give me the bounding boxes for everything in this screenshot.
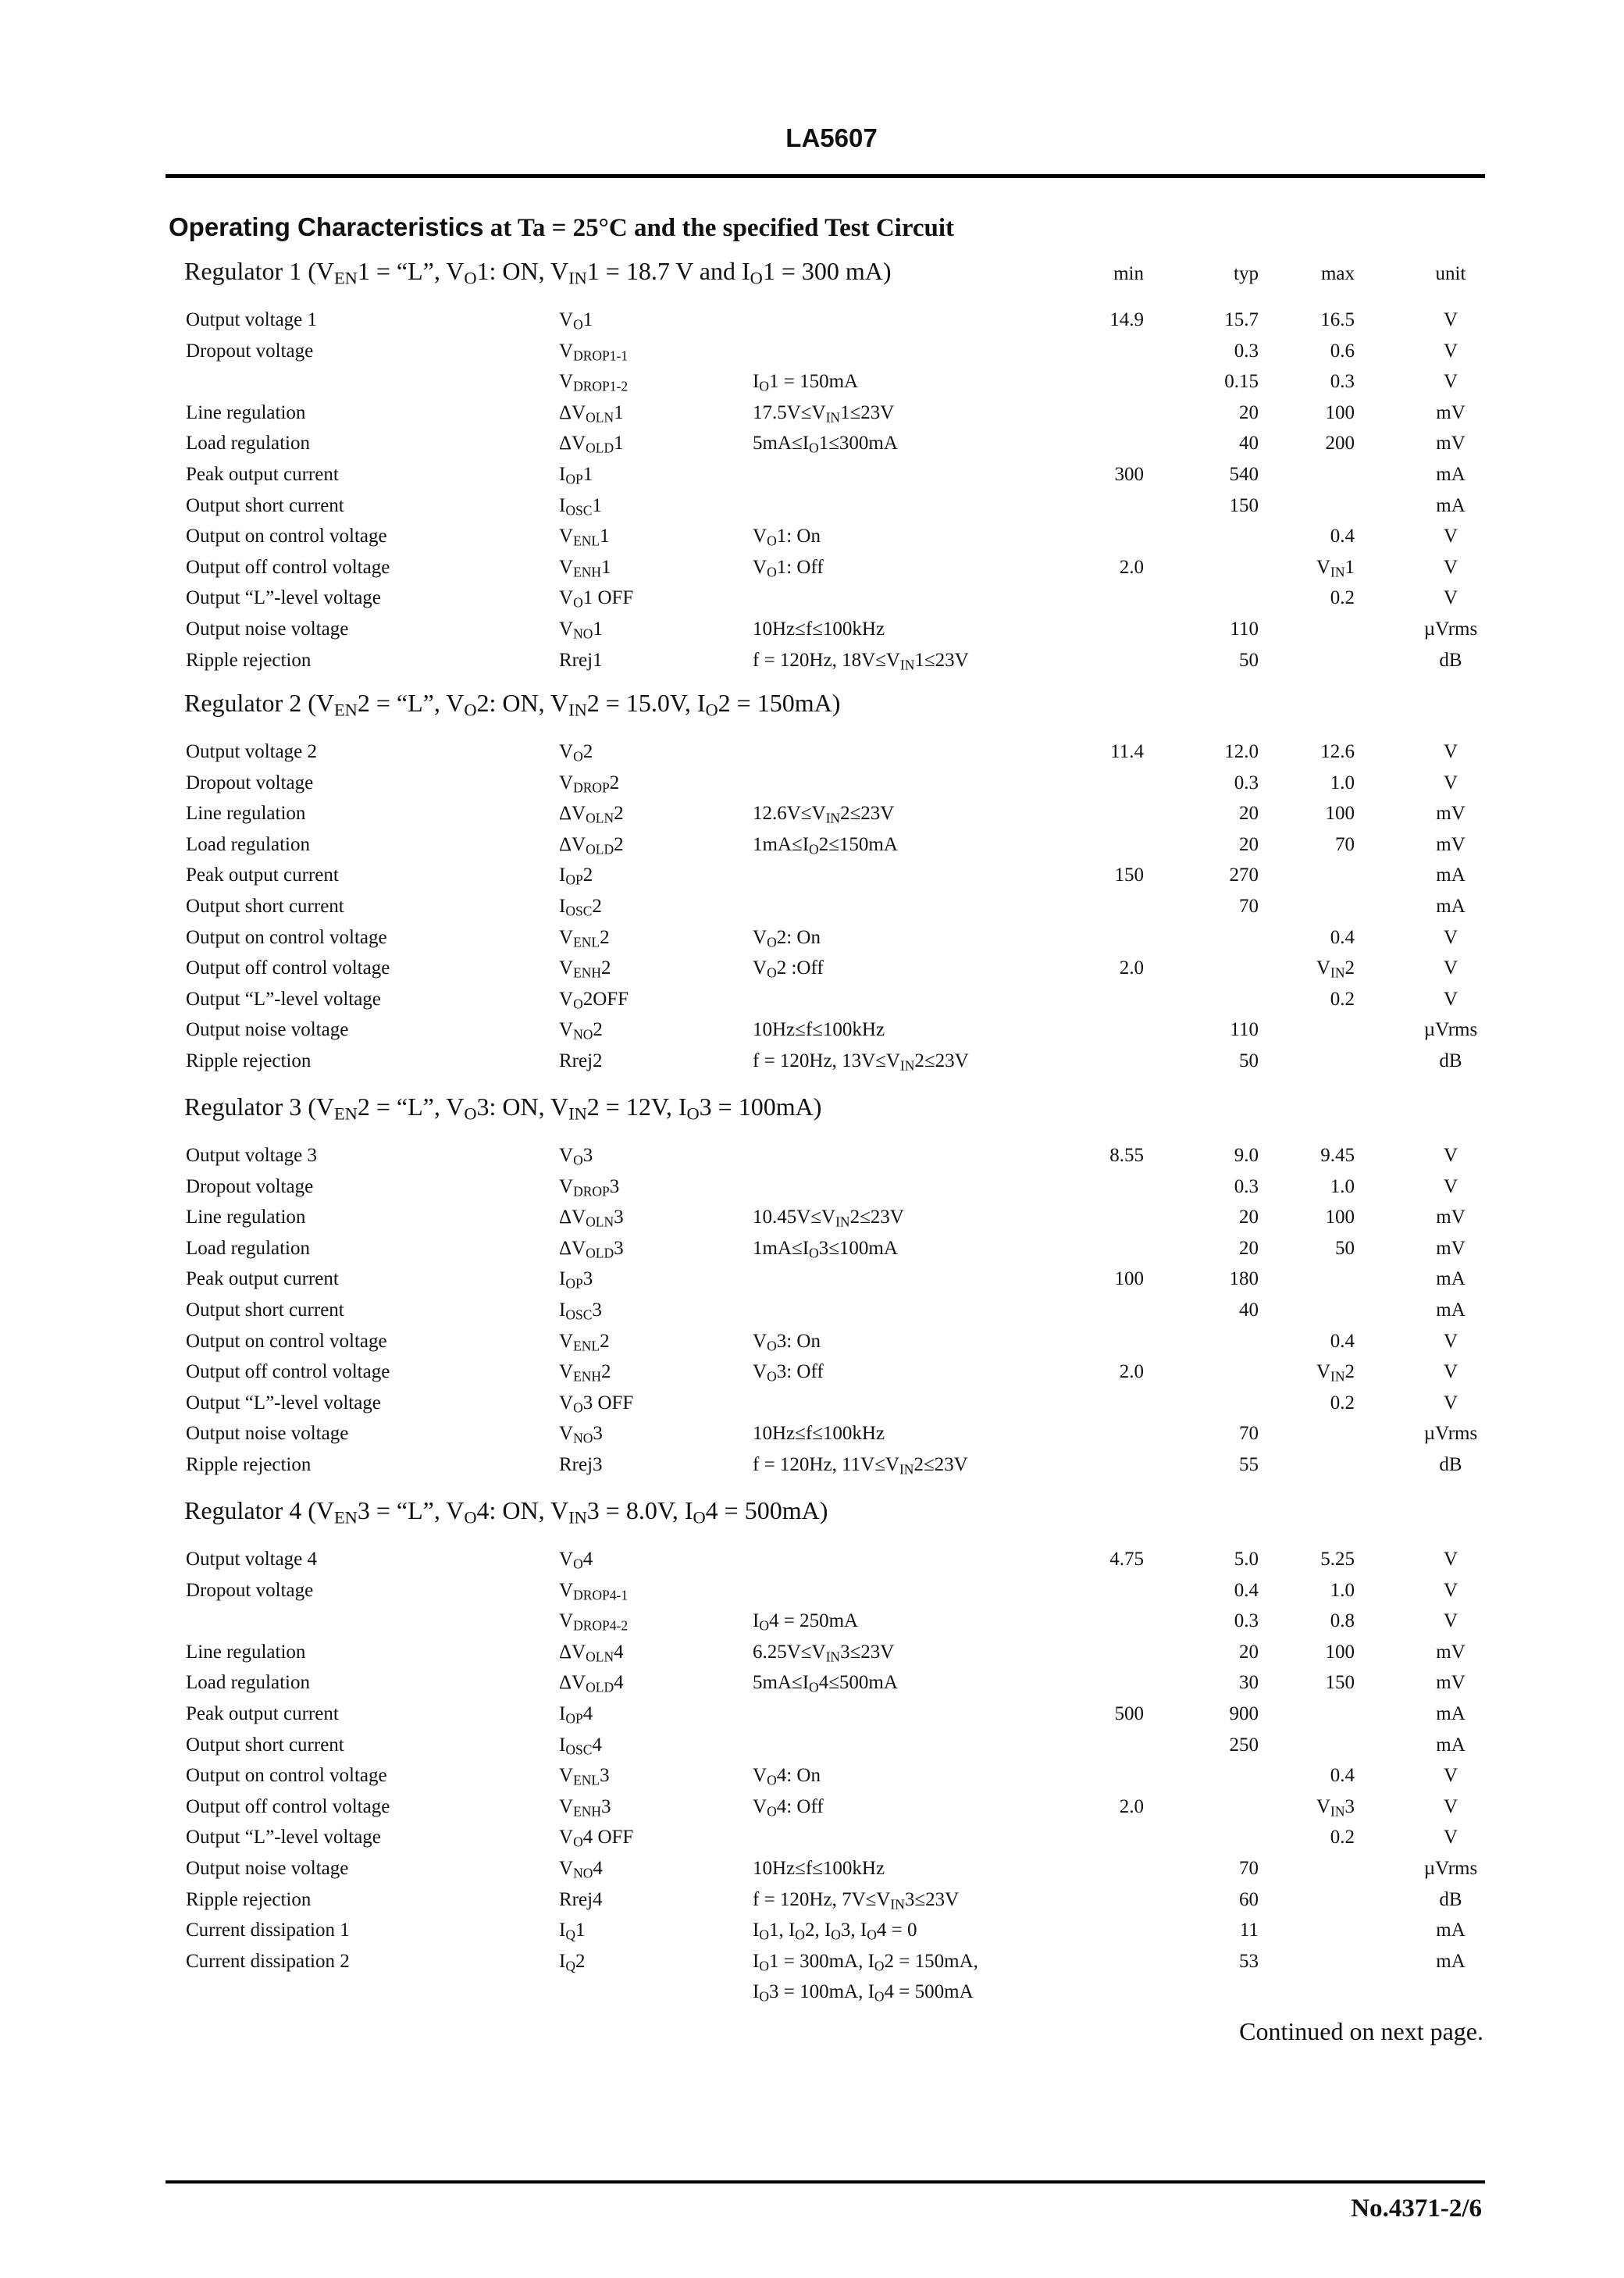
- param-name: Output “L”-level voltage: [186, 1827, 381, 1848]
- value-unit: V: [1443, 772, 1458, 793]
- column-header-unit: unit: [1435, 263, 1466, 284]
- param-symbol: $V_O1$ OFF: [559, 587, 634, 611]
- param-symbol: $V_O4$ OFF: [559, 1827, 634, 1850]
- test-condition: $17.5V\le V_{IN}1\le 23V$: [753, 401, 895, 426]
- param-name: Ripple rejection: [186, 649, 312, 671]
- param-symbol: $I_{OSC}3$: [559, 1299, 602, 1323]
- value-unit: V: [1443, 556, 1458, 578]
- param-symbol: $V_{ENL}1$: [559, 526, 610, 549]
- param-symbol: $\Delta V_{OLN}3$: [559, 1207, 624, 1230]
- test-condition: $I_O3 = 100mA$, $I_O4 = 500mA$: [753, 1981, 974, 2005]
- param-symbol: Rrej3: [559, 1454, 603, 1475]
- value-min: 2.0: [1119, 556, 1144, 578]
- test-condition: $V_O4$: Off: [753, 1795, 824, 1820]
- value-typ: 70: [1239, 896, 1259, 917]
- section-title: Regulator 4 ($V_{EN}3$ = “L”, $V_O4$: ON, $V_{IN}3 = 8.0V$, $I_O4 = 500mA$): [184, 1496, 828, 1528]
- value-unit: µVrms: [1423, 1858, 1478, 1879]
- value-unit: µVrms: [1423, 1423, 1478, 1445]
- value-unit: V: [1443, 1579, 1458, 1601]
- param-name: Peak output current: [186, 1268, 339, 1290]
- value-typ: 20: [1239, 401, 1259, 423]
- value-unit: mA: [1436, 1950, 1466, 1972]
- param-symbol: $I_{OP}3$: [559, 1268, 593, 1292]
- value-min: 2.0: [1119, 1361, 1144, 1383]
- value-typ: 110: [1230, 619, 1259, 640]
- param-symbol: $V_O2$: [559, 741, 593, 765]
- param-name: Current dissipation 1: [186, 1920, 350, 1941]
- value-typ: 15.7: [1224, 309, 1259, 330]
- value-min: 14.9: [1109, 309, 1144, 330]
- param-symbol: $V_{ENL}2$: [559, 1330, 610, 1353]
- value-unit: mV: [1436, 1641, 1466, 1663]
- value-min: 2.0: [1119, 1795, 1144, 1817]
- param-name: Output short current: [186, 1299, 344, 1321]
- value-typ: 12.0: [1224, 741, 1259, 762]
- value-unit: V: [1443, 988, 1458, 1010]
- param-name: Output short current: [186, 494, 344, 516]
- value-min: 500: [1114, 1703, 1144, 1724]
- param-name: Output on control voltage: [186, 926, 387, 948]
- value-unit: mV: [1436, 803, 1466, 825]
- param-symbol: $V_O2OFF$: [559, 988, 629, 1012]
- section-title: Regulator 1 ($V_{EN}1$ = “L”, $V_O1$: ON, $V_{IN}1 = 18.7$ V and $I_O1 = 300$ mA): [184, 257, 892, 288]
- part-number: LA5607: [785, 123, 878, 152]
- value-min: 150: [1114, 864, 1144, 886]
- value-max: 70: [1335, 833, 1355, 855]
- value-unit: V: [1443, 526, 1458, 547]
- value-unit: V: [1443, 1827, 1458, 1848]
- param-symbol: $V_{ENH}1$: [559, 556, 611, 580]
- value-max: 200: [1325, 433, 1355, 455]
- test-condition: f = 120Hz, $18V\le V_{IN}1\le 23V$: [753, 649, 969, 672]
- value-max: 1.0: [1330, 1579, 1355, 1601]
- value-typ: 70: [1239, 1423, 1259, 1445]
- test-condition: $6.25V\le V_{IN}3\le 23V$: [753, 1641, 895, 1665]
- param-symbol: $V_{ENL}3$: [559, 1765, 610, 1788]
- value-max: 0.3: [1330, 371, 1355, 393]
- param-name: Ripple rejection: [186, 1050, 312, 1071]
- param-symbol: $I_Q1$: [559, 1920, 586, 1943]
- param-name: Line regulation: [186, 1641, 306, 1663]
- param-name: Output noise voltage: [186, 1858, 349, 1879]
- test-condition: $5mA\le I_O4\le 500mA$: [753, 1672, 898, 1695]
- param-name: Output voltage 1: [186, 309, 318, 330]
- value-typ: 0.4: [1234, 1579, 1259, 1601]
- value-min: 8.55: [1109, 1145, 1144, 1166]
- value-typ: 900: [1229, 1703, 1259, 1724]
- column-header-max: max: [1320, 263, 1355, 284]
- param-name: Output on control voltage: [186, 1765, 387, 1787]
- param-name: Output off control voltage: [186, 1361, 390, 1383]
- param-name: Output noise voltage: [186, 619, 349, 640]
- value-unit: V: [1443, 1330, 1458, 1352]
- param-symbol: $I_{OP}4$: [559, 1703, 593, 1727]
- column-header-min: min: [1113, 263, 1144, 284]
- value-typ: 0.15: [1224, 371, 1259, 393]
- param-symbol: $V_{ENH}3$: [559, 1795, 611, 1820]
- value-typ: 50: [1239, 1050, 1259, 1071]
- param-symbol: $V_O1$: [559, 309, 593, 333]
- value-max: 9.45: [1320, 1145, 1355, 1166]
- value-unit: V: [1443, 1795, 1458, 1817]
- param-symbol: $I_{OP}1$: [559, 464, 593, 487]
- test-condition: $I_O1 = 150mA$: [753, 371, 859, 394]
- param-symbol: $V_{DROP1-2}$: [559, 371, 629, 394]
- param-name: Output “L”-level voltage: [186, 988, 381, 1010]
- param-symbol: $I_Q2$: [559, 1950, 586, 1974]
- value-max: 1.0: [1330, 772, 1355, 793]
- test-condition: $V_O2$ :Off: [753, 957, 824, 981]
- param-symbol: $\Delta V_{OLN}2$: [559, 803, 624, 826]
- value-unit: mV: [1436, 1672, 1466, 1694]
- test-condition: f = 120Hz, $11V\le V_{IN}2\le 23V$: [753, 1454, 968, 1478]
- value-typ: 20: [1239, 803, 1259, 825]
- value-typ: 0.3: [1234, 340, 1259, 362]
- param-name: Peak output current: [186, 1703, 339, 1724]
- value-unit: V: [1443, 1392, 1458, 1414]
- test-condition: $10.45V\le V_{IN}2\le 23V$: [753, 1207, 904, 1230]
- param-symbol: $I_{OSC}4$: [559, 1734, 602, 1757]
- test-condition: $5mA\le I_O1\le 300mA$: [753, 433, 898, 456]
- value-typ: 40: [1239, 433, 1259, 455]
- test-condition: 10Hz≤f≤100kHz: [753, 619, 885, 640]
- value-typ: 110: [1230, 1019, 1259, 1041]
- param-symbol: $V_{NO}3$: [559, 1423, 603, 1446]
- param-name: Ripple rejection: [186, 1888, 312, 1910]
- param-name: Dropout voltage: [186, 340, 314, 362]
- param-symbol: $V_{DROP4-2}$: [559, 1610, 629, 1634]
- param-name: Output short current: [186, 896, 344, 917]
- value-typ: 20: [1239, 1237, 1259, 1259]
- param-symbol: Rrej2: [559, 1050, 603, 1071]
- value-unit: V: [1443, 1361, 1458, 1383]
- value-unit: mV: [1436, 401, 1466, 423]
- param-name: Output voltage 3: [186, 1145, 318, 1166]
- value-unit: mA: [1436, 1734, 1466, 1756]
- value-unit: V: [1443, 1549, 1458, 1570]
- param-symbol: $V_{DROP1-1}$: [559, 340, 629, 363]
- test-condition: $12.6V\le V_{IN}2\le 23V$: [753, 803, 895, 826]
- value-unit: V: [1443, 1610, 1458, 1632]
- param-name: Output voltage 4: [186, 1549, 318, 1570]
- param-name: Line regulation: [186, 401, 306, 423]
- value-max: 0.4: [1330, 526, 1355, 547]
- test-condition: $I_O4 = 250mA$: [753, 1610, 859, 1634]
- test-condition: 10Hz≤f≤100kHz: [753, 1423, 885, 1445]
- param-name: Output short current: [186, 1734, 344, 1756]
- value-unit: V: [1443, 1175, 1458, 1197]
- value-max: 100: [1325, 803, 1355, 825]
- value-max: 100: [1325, 1641, 1355, 1663]
- value-typ: 250: [1229, 1734, 1259, 1756]
- value-unit: µVrms: [1423, 619, 1478, 640]
- param-name: Dropout voltage: [186, 1175, 314, 1197]
- value-max: 0.6: [1330, 340, 1355, 362]
- test-condition: 10Hz≤f≤100kHz: [753, 1019, 885, 1041]
- value-max: 0.4: [1330, 1765, 1355, 1787]
- param-symbol: $V_O3$ OFF: [559, 1392, 634, 1416]
- value-unit: V: [1443, 587, 1458, 609]
- test-condition: $V_O4$: On: [753, 1765, 821, 1788]
- param-symbol: $\Delta V_{OLD}1$: [559, 433, 624, 456]
- value-unit: V: [1443, 957, 1458, 979]
- test-condition: $V_O1$: On: [753, 526, 821, 549]
- value-unit: mA: [1436, 896, 1466, 917]
- test-condition: f = 120Hz, $7V\le V_{IN}3\le 23V$: [753, 1888, 960, 1912]
- param-name: Output off control voltage: [186, 556, 390, 578]
- param-name: Output noise voltage: [186, 1019, 349, 1041]
- value-typ: 53: [1239, 1950, 1259, 1972]
- value-typ: 50: [1239, 649, 1259, 671]
- header-rule: [166, 174, 1485, 178]
- value-unit: mA: [1436, 464, 1466, 485]
- param-symbol: $V_{DROP}3$: [559, 1175, 620, 1199]
- value-max: $V_{IN}2$: [1316, 957, 1355, 981]
- value-typ: 180: [1229, 1268, 1259, 1290]
- value-max: 150: [1325, 1672, 1355, 1694]
- value-typ: 9.0: [1234, 1145, 1259, 1166]
- value-max: $V_{IN}1$: [1316, 556, 1355, 580]
- param-symbol: $I_{OP}2$: [559, 864, 593, 888]
- value-typ: 270: [1229, 864, 1259, 886]
- param-symbol: $V_{NO}2$: [559, 1019, 603, 1043]
- value-max: 0.2: [1330, 587, 1355, 609]
- value-unit: V: [1443, 926, 1458, 948]
- value-max: 5.25: [1320, 1549, 1355, 1570]
- param-symbol: $\Delta V_{OLD}3$: [559, 1237, 624, 1261]
- param-symbol: $I_{OSC}1$: [559, 494, 602, 518]
- value-unit: mA: [1436, 1299, 1466, 1321]
- param-name: Output “L”-level voltage: [186, 1392, 381, 1414]
- value-unit: mA: [1436, 1920, 1466, 1941]
- value-typ: 20: [1239, 1207, 1259, 1228]
- heading-title: Operating Characteristics: [169, 212, 484, 241]
- value-typ: 11: [1239, 1920, 1259, 1941]
- footer-rule: [166, 2180, 1485, 2184]
- value-max: 0.4: [1330, 1330, 1355, 1352]
- value-typ: 0.3: [1234, 772, 1259, 793]
- param-name: Output noise voltage: [186, 1423, 349, 1445]
- value-unit: V: [1443, 1765, 1458, 1787]
- value-min: 100: [1114, 1268, 1144, 1290]
- test-condition: $I_O1 = 300mA$, $I_O2 = 150mA$,: [753, 1950, 978, 1974]
- param-name: Load regulation: [186, 833, 310, 855]
- param-symbol: $V_{NO}1$: [559, 619, 603, 642]
- value-unit: mV: [1436, 433, 1466, 455]
- value-unit: mA: [1436, 1703, 1466, 1724]
- param-name: Current dissipation 2: [186, 1950, 350, 1972]
- page-heading: [169, 212, 954, 243]
- section-title: Regulator 3 ($V_{EN}2$ = “L”, $V_O3$: ON, $V_{IN}2 = 12V$, $I_O3 = 100mA$): [184, 1093, 822, 1124]
- test-condition: $V_O2$: On: [753, 926, 821, 950]
- value-max: $V_{IN}2$: [1316, 1361, 1355, 1385]
- value-max: 50: [1335, 1237, 1355, 1259]
- test-condition: f = 120Hz, $13V\le V_{IN}2\le 23V$: [753, 1050, 969, 1074]
- value-unit: dB: [1439, 1454, 1462, 1475]
- value-max: $V_{IN}3$: [1316, 1795, 1355, 1820]
- value-min: 4.75: [1109, 1549, 1144, 1570]
- value-typ: 60: [1239, 1888, 1259, 1910]
- value-max: 100: [1325, 401, 1355, 423]
- value-typ: 540: [1229, 464, 1259, 485]
- param-symbol: $\Delta V_{OLN}4$: [559, 1641, 624, 1665]
- param-name: Ripple rejection: [186, 1454, 312, 1475]
- value-unit: dB: [1439, 649, 1462, 671]
- param-symbol: $\Delta V_{OLD}4$: [559, 1672, 624, 1695]
- value-typ: 70: [1239, 1858, 1259, 1879]
- param-name: Output on control voltage: [186, 526, 387, 547]
- test-condition: $V_O3$: Off: [753, 1361, 824, 1385]
- param-symbol: $V_{DROP}2$: [559, 772, 620, 795]
- value-max: 100: [1325, 1207, 1355, 1228]
- value-min: 2.0: [1119, 957, 1144, 979]
- test-condition: 10Hz≤f≤100kHz: [753, 1858, 885, 1879]
- value-unit: V: [1443, 741, 1458, 762]
- value-typ: 20: [1239, 833, 1259, 855]
- test-condition: $1mA\le I_O3\le 100mA$: [753, 1237, 898, 1261]
- continued-note: Continued on next page.: [1239, 2017, 1483, 2045]
- test-condition: $V_O3$: On: [753, 1330, 821, 1353]
- param-name: Output off control voltage: [186, 1795, 390, 1817]
- value-unit: µVrms: [1423, 1019, 1478, 1041]
- param-name: Load regulation: [186, 1672, 310, 1694]
- value-unit: mA: [1436, 494, 1466, 516]
- param-symbol: $V_{ENH}2$: [559, 957, 611, 981]
- value-typ: 5.0: [1234, 1549, 1259, 1570]
- value-typ: 0.3: [1234, 1610, 1259, 1632]
- heading-conditions: at Ta = 25°C and the specified Test Circuit: [483, 214, 955, 242]
- value-typ: 0.3: [1234, 1175, 1259, 1197]
- value-unit: dB: [1439, 1888, 1462, 1910]
- value-max: 0.2: [1330, 1392, 1355, 1414]
- section-title: Regulator 2 ($V_{EN}2$ = “L”, $V_O2$: ON, $V_{IN}2 = 15.0V$, $I_O2 = 150mA$): [184, 689, 841, 720]
- page-number: No.4371-2/6: [1351, 2194, 1482, 2223]
- param-name: Load regulation: [186, 433, 310, 455]
- param-symbol: $V_{DROP4-1}$: [559, 1579, 629, 1602]
- value-max: 0.2: [1330, 1827, 1355, 1848]
- param-symbol: $I_{OSC}2$: [559, 896, 602, 919]
- param-symbol: $V_{ENL}2$: [559, 926, 610, 950]
- value-unit: V: [1443, 340, 1458, 362]
- param-symbol: $\Delta V_{OLD}2$: [559, 833, 624, 857]
- value-unit: V: [1443, 309, 1458, 330]
- param-symbol: Rrej1: [559, 649, 603, 671]
- param-name: Output “L”-level voltage: [186, 587, 381, 609]
- test-condition: $V_O1$: Off: [753, 556, 824, 580]
- value-typ: 40: [1239, 1299, 1259, 1321]
- value-max: 0.8: [1330, 1610, 1355, 1632]
- value-typ: 30: [1239, 1672, 1259, 1694]
- value-typ: 150: [1229, 494, 1259, 516]
- param-symbol: Rrej4: [559, 1888, 603, 1910]
- value-unit: dB: [1439, 1050, 1462, 1071]
- value-max: 12.6: [1320, 741, 1355, 762]
- param-name: Dropout voltage: [186, 1579, 314, 1601]
- value-min: 11.4: [1110, 741, 1144, 762]
- value-min: 300: [1114, 464, 1144, 485]
- param-name: Output on control voltage: [186, 1330, 387, 1352]
- test-condition: $1mA\le I_O2\le 150mA$: [753, 833, 898, 857]
- param-symbol: $V_O4$: [559, 1549, 593, 1572]
- value-typ: 55: [1239, 1454, 1259, 1475]
- param-name: Peak output current: [186, 464, 339, 485]
- param-symbol: $V_O3$: [559, 1145, 593, 1168]
- value-max: 16.5: [1320, 309, 1355, 330]
- value-max: 0.2: [1330, 988, 1355, 1010]
- value-unit: mV: [1436, 833, 1466, 855]
- param-name: Peak output current: [186, 864, 339, 886]
- value-unit: V: [1443, 1145, 1458, 1166]
- value-unit: mV: [1436, 1237, 1466, 1259]
- value-unit: mV: [1436, 1207, 1466, 1228]
- param-symbol: $V_{ENH}2$: [559, 1361, 611, 1385]
- param-symbol: $\Delta V_{OLN}1$: [559, 401, 624, 426]
- value-typ: 20: [1239, 1641, 1259, 1663]
- param-name: Dropout voltage: [186, 772, 314, 793]
- column-header-typ: typ: [1234, 263, 1259, 284]
- param-name: Output off control voltage: [186, 957, 390, 979]
- value-max: 1.0: [1330, 1175, 1355, 1197]
- value-unit: mA: [1436, 1268, 1466, 1290]
- param-name: Load regulation: [186, 1237, 310, 1259]
- test-condition: $I_O1$, $I_O2$, $I_O3$, $I_O4 = 0$: [753, 1920, 917, 1943]
- value-unit: mA: [1436, 864, 1466, 886]
- param-name: Line regulation: [186, 803, 306, 825]
- value-unit: V: [1443, 371, 1458, 393]
- value-max: 0.4: [1330, 926, 1355, 948]
- param-symbol: $V_{NO}4$: [559, 1858, 603, 1881]
- param-name: Output voltage 2: [186, 741, 318, 762]
- param-name: Line regulation: [186, 1207, 306, 1228]
